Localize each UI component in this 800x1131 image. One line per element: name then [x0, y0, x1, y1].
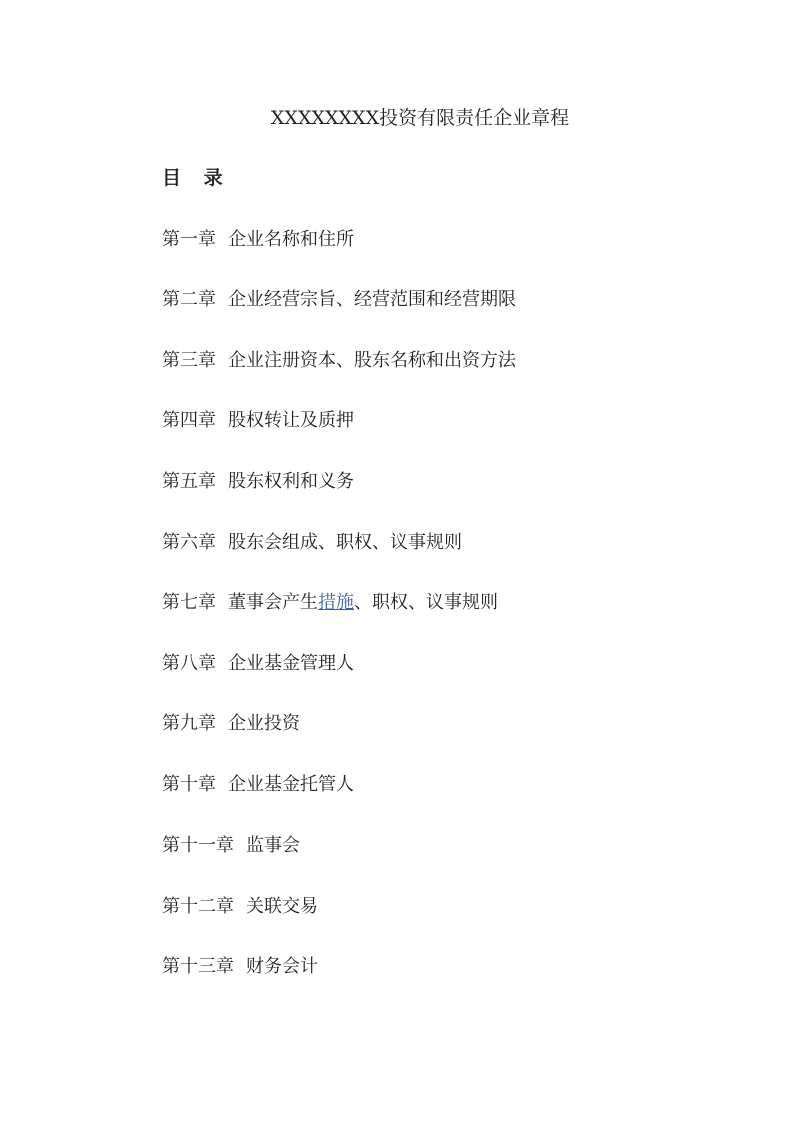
toc-item-chapter-7 — [162, 589, 498, 617]
chapter-number: 第一章 — [162, 229, 216, 250]
chapter-title: 企业名称和住所 — [228, 229, 354, 250]
document-title: XXXXXXXX投资有限责任企业章程 — [270, 107, 570, 129]
chapter-title: 监事会 — [246, 835, 300, 856]
toc-item-chapter-6 — [162, 529, 462, 557]
chapter-title: 财务会计 — [246, 956, 318, 977]
chapter-title: 企业注册资本、股东名称和出资方法 — [228, 350, 516, 371]
chapter-title: 股权转让及质押 — [228, 410, 354, 431]
chapter-number: 第六章 — [162, 532, 216, 553]
chapter-title: 企业经营宗旨、经营范围和经营期限 — [228, 289, 516, 310]
chapter-title-part: 、职权、议事规则 — [354, 592, 498, 613]
chapter-number: 第九章 — [162, 713, 216, 734]
toc-heading: 目 录 — [162, 167, 231, 189]
toc-item-chapter-11 — [162, 832, 300, 860]
chapter-number: 第七章 — [162, 592, 216, 613]
toc-item-chapter-10 — [162, 771, 354, 799]
chapter-number: 第十三章 — [162, 956, 234, 977]
chapter-number: 第十一章 — [162, 835, 234, 856]
toc-item-chapter-3 — [162, 347, 516, 375]
toc-item-chapter-2 — [162, 286, 516, 314]
toc-item-chapter-12 — [162, 893, 318, 921]
toc-item-chapter-5 — [162, 468, 354, 496]
chapter-number: 第十二章 — [162, 896, 234, 917]
chapter-number: 第八章 — [162, 653, 216, 674]
chapter-number: 第三章 — [162, 350, 216, 371]
chapter-number: 第四章 — [162, 410, 216, 431]
chapter-title: 关联交易 — [246, 896, 318, 917]
chapter-title: 股东会组成、职权、议事规则 — [228, 532, 462, 553]
chapter-title: 企业基金托管人 — [228, 774, 354, 795]
toc-item-chapter-13 — [162, 953, 318, 981]
measures-link[interactable]: 措施 — [318, 592, 354, 613]
toc-item-chapter-1 — [162, 226, 354, 254]
chapter-number: 第五章 — [162, 471, 216, 492]
chapter-title: 企业投资 — [228, 713, 300, 734]
toc-item-chapter-9 — [162, 710, 300, 738]
toc-item-chapter-8 — [162, 650, 354, 678]
chapter-title: 企业基金管理人 — [228, 653, 354, 674]
chapter-number: 第十章 — [162, 774, 216, 795]
toc-item-chapter-4 — [162, 407, 354, 435]
chapter-title: 股东权利和义务 — [228, 471, 354, 492]
chapter-number: 第二章 — [162, 289, 216, 310]
chapter-title-part: 董事会产生 — [228, 592, 318, 613]
